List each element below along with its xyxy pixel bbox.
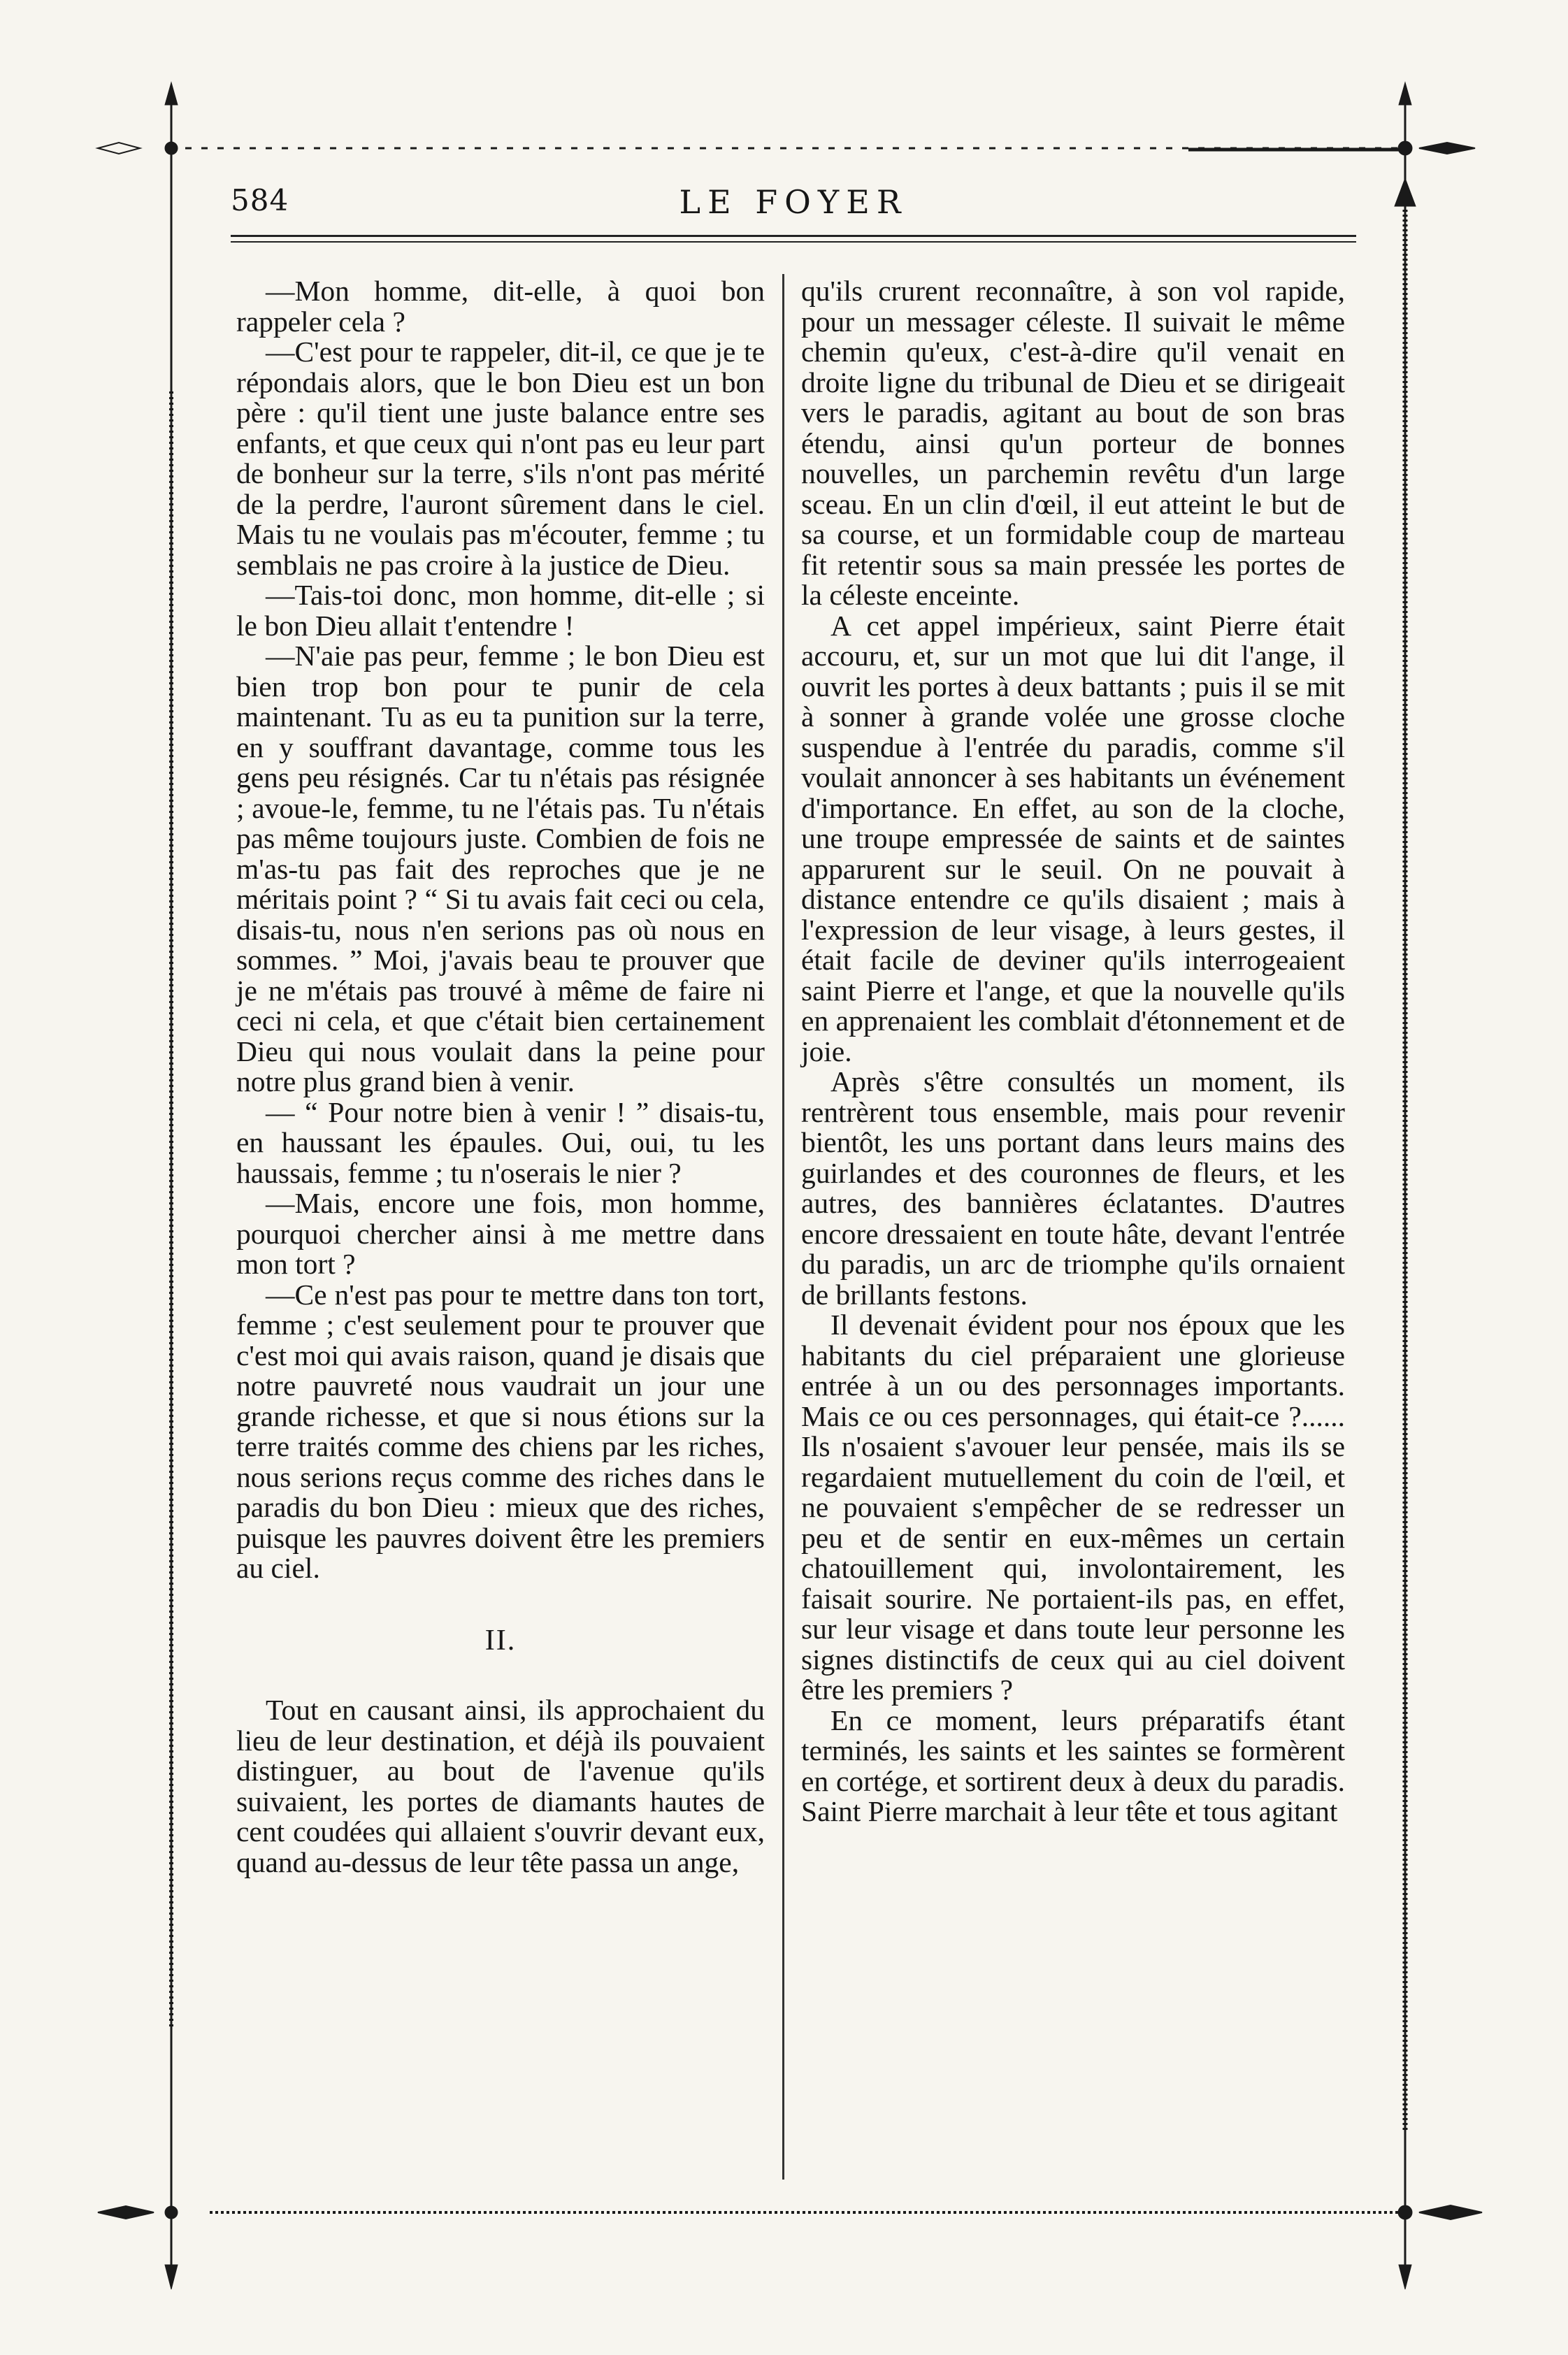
paragraph: Tout en causant ainsi, ils approchaient du lieu de leur destination, et déjà ils pouvaient distinguer, au bout de l'avenue qu'ils suivaient, les portes de diamants hautes de cent coudées qui allaient s'ouvrir devant eux, quand au-dessus de leur tête passa un ange, [236, 1694, 765, 1878]
paragraph: —Tais-toi donc, mon homme, dit-elle ; si le bon Dieu allait t'entendre ! [236, 579, 765, 642]
page-header [231, 183, 1356, 239]
paragraph: —C'est pour te rappeler, dit-il, ce que je te répondais alors, que le bon Dieu est un bon père : qu'il tient une juste balance entre ses enfants, et que ceux qui n'ont pas eu leur part de bonheur sur la terre, s'ils n'ont pas mérité de la perdre, l'auront sûrement dans le ciel. Mais tu ne voulais pas m'écouter, femme ; tu semblais ne pas croire à la justice de Dieu. [236, 336, 765, 581]
left-column [236, 276, 765, 1878]
paragraph: —Ce n'est pas pour te mettre dans ton tort, femme ; c'est seulement pour te prouver que c'est moi qui avais raison, quand je disais que notre pauvreté nous vaudrait un jour une grande richesse, et que si nous étions sur la terre traités comme des chiens par les riches, nous serions reçus comme des riches dans le paradis du bon Dieu : mieux que des riches, puisque les pauvres doivent être les premiers au ciel. [236, 1278, 765, 1584]
paragraph: Il devenait évident pour nos époux que les habitants du ciel préparaient une glorieuse entrée à un ou des personnages importants. Mais ce ou ces personnages, qui était-ce ?...... Ils n'osaient s'avouer leur pensée, mais ils se regardaient mutuellement du coin de l'œil, et ne pouvaient s'empêcher de se redresser un peu et de sentir en eux-mêmes un certain chatouillement qui, involontairement, les faisait sourire. Ne portaient-ils pas, en effet, sur leur visage et dans toute leur personne les signes distinctifs de ceux qui au ciel doivent être les premiers ? [801, 1309, 1345, 1706]
paragraph: Après s'être consultés un moment, ils rentrèrent tous ensemble, mais pour revenir bientôt, les uns portant dans leurs mains des guirlandes et des couronnes de fleurs, et les autres, des bannières éclatantes. D'autres encore dressaient en toute hâte, devant l'entrée du paradis, un arc de triomphe qu'ils ornaient de brillants festons. [801, 1065, 1345, 1311]
paragraph: qu'ils crurent reconnaître, à son vol rapide, pour un messager céleste. Il suivait le même chemin qu'eux, c'est-à-dire qu'il venait en droite ligne du tribunal de Dieu et se dirigeait vers le paradis, agitant au bout de son bras étendu, ainsi qu'un porteur de bonnes nouvelles, un parchemin revêtu d'un large sceau. En un clin d'œil, il eut atteint le but de sa course, et un formidable coup de marteau fit retentir sous sa main pressée les portes de la céleste enceinte. [801, 275, 1345, 611]
paragraph: En ce moment, leurs préparatifs étant terminés, les saints et les saintes se formèrent en cortége, et sortirent deux à deux du paradis. Saint Pierre marchait à leur tête et tous agitant [801, 1704, 1345, 1827]
paragraph: —Mais, encore une fois, mon homme, pourquoi chercher ainsi à me mettre dans mon tort ? [236, 1187, 765, 1280]
section-heading: II. [484, 1624, 517, 1657]
column-divider [782, 274, 784, 2180]
paragraph: —Mon homme, dit-elle, à quoi bon rappeler cela ? [236, 275, 765, 338]
right-column [801, 276, 1345, 1827]
paragraph: — “ Pour notre bien à venir ! ” disais-tu, en haussant les épaules. Oui, oui, tu les haussais, femme ; tu n'oserais le nier ? [236, 1095, 765, 1189]
paragraph: A cet appel impérieux, saint Pierre était accouru, et, sur un mot que lui dit l'ange, il ouvrit les portes à deux battants ; puis il se mit à sonner à grande volée une grosse cloche suspendue à l'entrée du paradis, comme s'il voulait annoncer à ses habitants un événement d'importance. En effet, au son de la cloche, une troupe empressée de saints et de saintes apparurent sur le seuil. On ne pouvait à distance entendre ce qu'ils disaient ; mais à l'expression de leur visage, à leurs gestes, il était facile de deviner qu'ils interrogeaient saint Pierre et l'ange, et que la nouvelle qu'ils en apprenaient les comblait d'étonnement et de joie. [801, 609, 1345, 1067]
header-double-rule [231, 235, 1356, 246]
page-number: 584 [231, 183, 289, 217]
paragraph: —N'aie pas peur, femme ; le bon Dieu est bien trop bon pour te punir de cela maintenant. Tu as eu ta punition sur la terre, en y souffrant davantage, comme tous les gens peu résignés. Car tu n'étais pas résignée ; avoue-le, femme, tu ne l'étais pas. Tu n'étais pas même toujours juste. Combien de fois ne m'as-tu pas fait des reproches que je ne méritais point ? “ Si tu avais fait ceci ou cela, disais-tu, nous n'en serions pas où nous en sommes. ” Moi, j'avais beau te prouver que je ne m'étais pas trouvé à même de faire ni ceci ni cela, et que c'était bien certainement Dieu qui nous voulait dans la peine pour notre plus grand bien à venir. [236, 640, 765, 1097]
page-title: LE FOYER [679, 183, 908, 221]
